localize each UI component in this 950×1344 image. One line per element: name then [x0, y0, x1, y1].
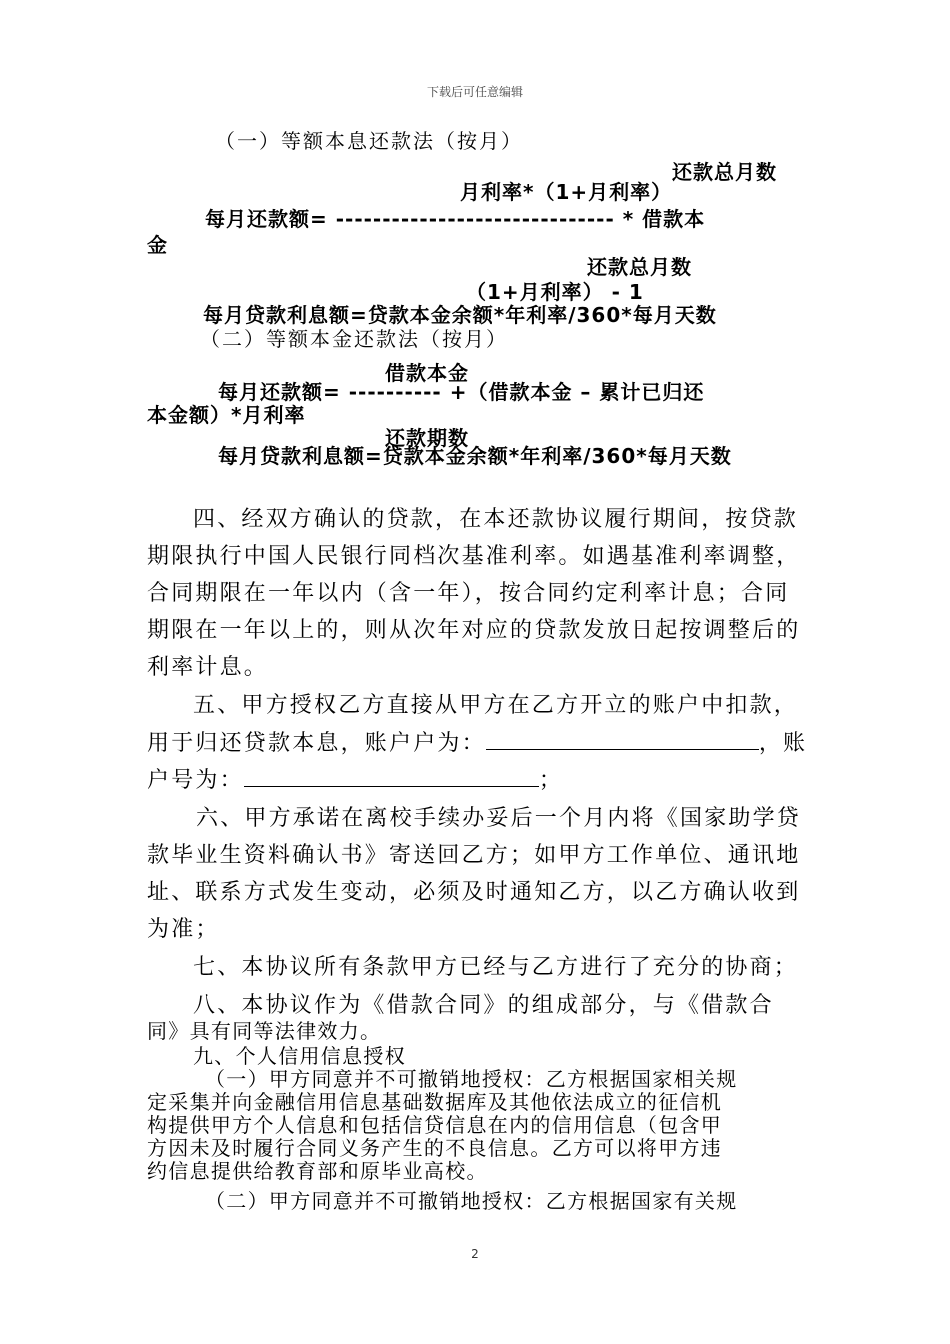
section2-interest: 每月贷款利息额=贷款本金余额*年利率/360*每月天数: [218, 444, 732, 468]
clause9-title: 九、个人信用信息授权: [193, 1044, 406, 1068]
section1-formula-wrap: 金: [147, 233, 168, 257]
section1-exponent-top: 还款总月数: [672, 160, 777, 184]
section1-formula: 每月还款额= ------------------------------ * 借款本: [205, 207, 706, 231]
page-number: 2: [471, 1247, 479, 1261]
section2-formula: 每月还款额= ---------- +（借款本金 – 累计已归还: [218, 380, 705, 404]
clause9-para1-line: 方因未及时履行合同义务产生的不良信息。乙方可以将甲方违: [147, 1136, 723, 1160]
clause9-para2-line: （二）甲方同意并不可撤销地授权：乙方根据国家有关规: [205, 1189, 738, 1213]
section2-formula-wrap: 本金额）*月利率: [147, 403, 306, 427]
clause4-line: 合同期限在一年以内（含一年），按合同约定利率计息；合同: [147, 581, 790, 606]
clause9-para1-line: 构提供甲方个人信息和包括信贷信息在内的信用信息（包含甲: [147, 1113, 723, 1137]
section2-numerator: 借款本金: [385, 361, 469, 385]
section1-numerator: 月利率*（1+月利率）: [460, 180, 673, 204]
clause5-account-number-suffix: ；: [538, 768, 564, 793]
account-name-blank[interactable]: [486, 729, 759, 750]
section1-exponent-bottom: 还款总月数: [587, 255, 692, 279]
clause6-line: 为准；: [147, 917, 220, 942]
section1-denominator: （1+月利率） - 1: [466, 280, 644, 304]
clause5-account-name-line: [147, 726, 807, 757]
section1-title: （一）等额本息还款法（按月）: [215, 129, 523, 153]
clause4-line: 利率计息。: [147, 655, 269, 680]
clause5-account-name-label: 用于归还贷款本息，账户户为：: [147, 731, 486, 756]
account-number-blank[interactable]: [244, 766, 539, 787]
clause4-line: 四、经双方确认的贷款，在本还款协议履行期间，按贷款: [193, 507, 799, 532]
section1-interest: 每月贷款利息额=贷款本金余额*年利率/360*每月天数: [203, 303, 717, 327]
clause6-line: 址、联系方式发生变动，必须及时通知乙方，以乙方确认收到: [147, 880, 801, 905]
section2-title: （二）等额本金还款法（按月）: [200, 327, 508, 351]
clause8-line: 同》具有同等法律效力。: [147, 1019, 382, 1043]
clause5-account-number-line: [147, 763, 563, 794]
clause9-para1-line: 约信息提供给教育部和原毕业高校。: [147, 1159, 488, 1183]
clause5-account-number-label: 户号为：: [147, 768, 244, 793]
clause9-para1-line: （一）甲方同意并不可撤销地授权：乙方根据国家相关规: [205, 1067, 738, 1091]
clause9-para1-line: 定采集并向金融信用信息基础数据库及其他依法成立的征信机: [147, 1090, 723, 1114]
page-header: 下载后可任意编辑: [426, 85, 523, 99]
clause7: 七、本协议所有条款甲方已经与乙方进行了充分的协商；: [193, 955, 799, 980]
section2-denominator: 还款期数: [385, 426, 469, 450]
clause5-line: 五、甲方授权乙方直接从甲方在乙方开立的账户中扣款，: [193, 693, 799, 718]
clause4-line: 期限执行中国人民银行同档次基准利率。如遇基准利率调整，: [147, 544, 801, 569]
clause5-account-name-suffix: ，账: [758, 731, 808, 756]
clause6-line: 六、甲方承诺在离校手续办妥后一个月内将《国家助学贷: [196, 806, 802, 831]
clause8-line: 八、本协议作为《借款合同》的组成部分，与《借款合: [193, 993, 774, 1018]
clause4-line: 期限在一年以上的，则从次年对应的贷款发放日起按调整后的: [147, 618, 801, 643]
clause6-line: 款毕业生资料确认书》寄送回乙方；如甲方工作单位、通讯地: [147, 843, 801, 868]
